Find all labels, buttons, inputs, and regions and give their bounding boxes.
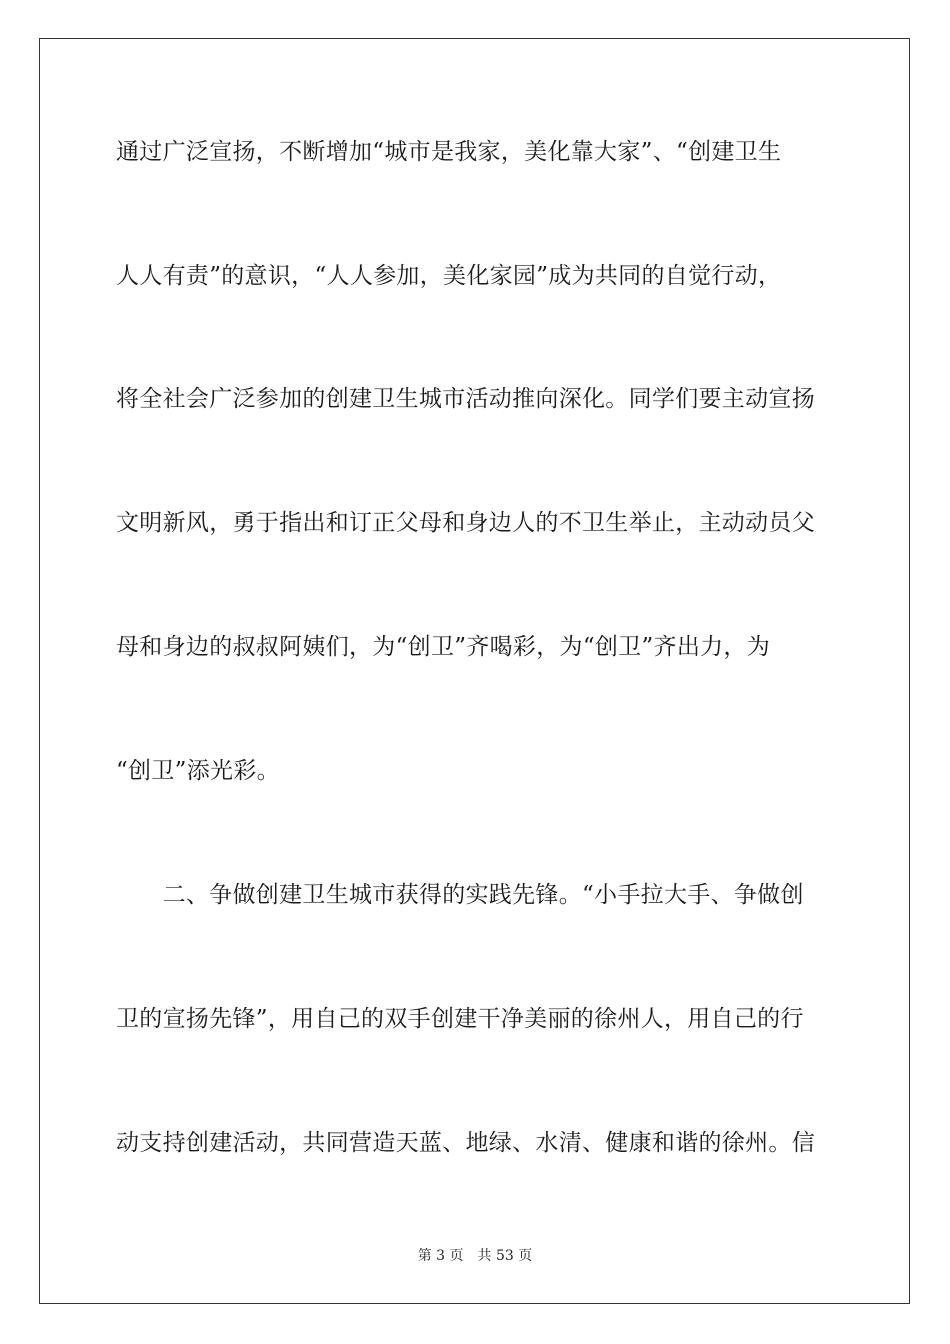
page-border — [39, 38, 910, 1304]
text-line: 卫的宣扬先锋”，用自己的双手创建干净美丽的徐州人，用自己的行 — [116, 1006, 804, 1032]
text-line: 母和身边的叔叔阿姨们，为“创卫”齐喝彩，为“创卫”齐出力，为 — [116, 634, 771, 660]
text-line: 文明新风，勇于指出和订正父母和身边人的不卫生举止，主动动员父 — [116, 510, 815, 536]
text-line: “创卫”添光彩。 — [116, 758, 280, 784]
text-line: 二、争做创建卫生城市获得的实践先锋。“小手拉大手、争做创 — [116, 882, 804, 908]
text-line: 通过广泛宣扬，不断增加“城市是我家，美化靠大家”、“创建卫生 — [116, 139, 782, 165]
page-total: 共 53 页 — [477, 1248, 533, 1264]
text-line: 将全社会广泛参加的创建卫生城市活动推向深化。同学们要主动宣扬 — [116, 386, 815, 412]
page-footer — [0, 1247, 950, 1265]
text-line: 动支持创建活动，共同营造天蓝、地绿、水清、健康和谐的徐州。信 — [116, 1130, 815, 1156]
text-line: 人人有责”的意识，“人人参加，美化家园”成为共同的自觉行动， — [116, 263, 782, 289]
page-number: 第 3 页 — [417, 1248, 464, 1264]
